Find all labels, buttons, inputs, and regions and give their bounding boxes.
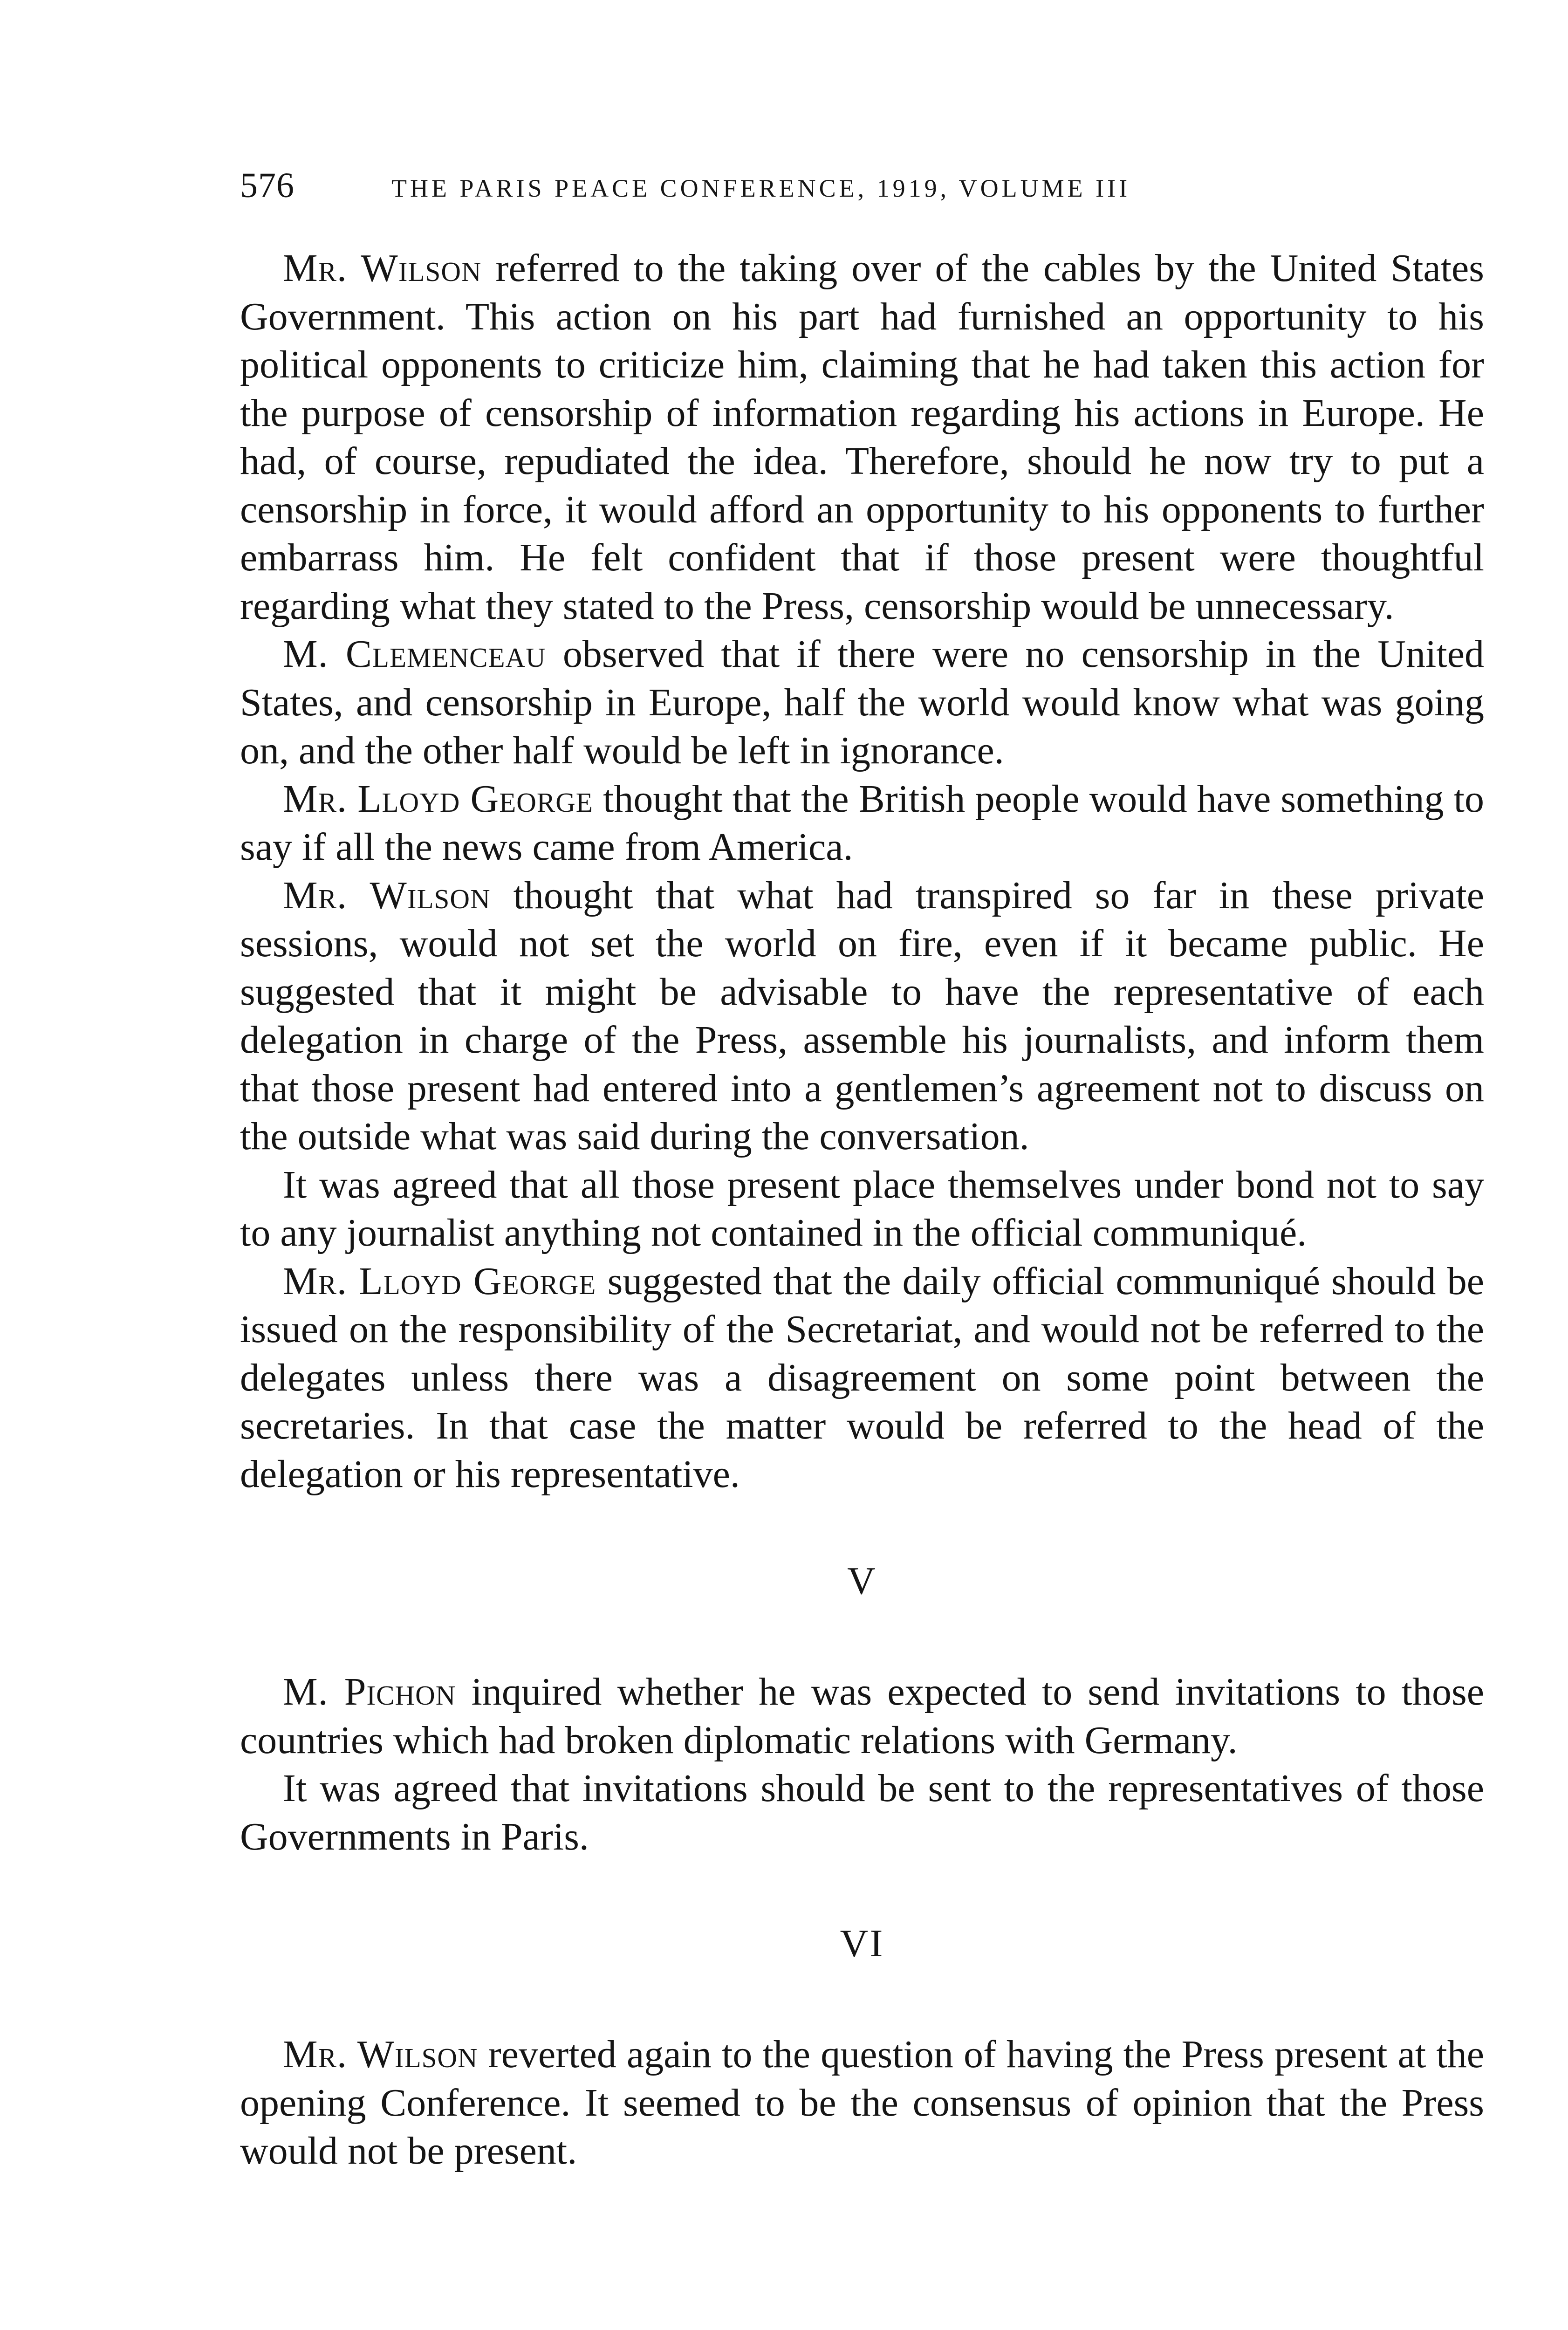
speaker-name: Mr. Lloyd George	[283, 1259, 596, 1303]
speaker-name: Mr. Wilson	[283, 2033, 478, 2076]
paragraph-text: reverted again to the question of having the Press present at the opening Conference. It seemed to be the consensus of opinion that the Press would not be present.	[240, 2033, 1484, 2172]
speaker-name: Mr. Wilson	[283, 873, 491, 917]
section-heading-v: V	[847, 1559, 877, 1603]
paragraph-text: inquired whether he was expected to send invitations to those countries which had broken diplomatic relations with Germany.	[240, 1670, 1485, 1762]
speaker-name: M. Pichon	[283, 1670, 456, 1713]
paragraph-clemenceau	[240, 630, 1484, 775]
paragraph-pichon	[240, 1668, 1484, 1764]
paragraph-lloyd-george-communique	[240, 1257, 1484, 1499]
page-header	[240, 162, 1484, 218]
speaker-name: Mr. Lloyd George	[283, 777, 593, 821]
section-heading-vi: VI	[840, 1922, 884, 1965]
running-title: THE PARIS PEACE CONFERENCE, 1919, VOLUME III	[391, 174, 1131, 202]
paragraph-wilson-cables	[240, 244, 1484, 630]
page-number: 576	[240, 166, 294, 205]
paragraph-text: It was agreed that invitations should be sent to the representatives of those Governments in Paris.	[240, 1767, 1484, 1858]
speaker-name: M. Clemenceau	[283, 632, 546, 676]
paragraph-lloyd-george-news	[240, 775, 1484, 871]
paragraph-agreement-invitations	[240, 1764, 1484, 1861]
paragraph-text: thought that what had transpired so far in these private sessions, would not set the world on fire, even if it became public. He suggested that it might be advisable to have the representative of each delegation in charge of the Press, assemble his journalists, and inform them that those present had entered into a gentlemen’s agreement not to discuss on the outside what was said during the conversation.	[240, 873, 1484, 1158]
speaker-name: Mr. Wilson	[283, 247, 482, 290]
paragraph-text: thought that the British people would have something to say if all the news came from America.	[240, 777, 1484, 869]
paragraph-text: suggested that the daily official communiqué should be issued on the responsibility of the Secretariat, and would not be referred to the delegates unless there was a disagreement on some point between the secretaries. In that case the matter would be referred to the head of the delegation or his representative.	[240, 1259, 1484, 1496]
paragraph-text: It was agreed that all those present place themselves under bond not to say to any journalist anything not contained in the official communiqué.	[240, 1163, 1484, 1254]
paragraph-text: observed that if there were no censorship in the United States, and censorship in Europe, half the world would know what was going on, and the other half would be left in ignorance.	[240, 632, 1484, 772]
paragraph-wilson-sessions	[240, 871, 1484, 1161]
document-page	[240, 162, 1484, 2175]
paragraph-agreement-bond	[240, 1161, 1484, 1257]
paragraph-text: referred to the taking over of the cables by the United States Government. This action on his part had furnished an opportunity to his political opponents to criticize him, claiming that he had taken this action for the purpose of censorship of information regarding his actions in Europe. He had, of course, repudiated the idea. Therefore, should he now try to put a censorship in force, it would afford an opportunity to his opponents to further embarrass him. He felt confident that if those present were thoughtful regarding what they stated to the Press, censorship would be unnecessary.	[240, 247, 1484, 628]
paragraph-wilson-press	[240, 2030, 1484, 2175]
